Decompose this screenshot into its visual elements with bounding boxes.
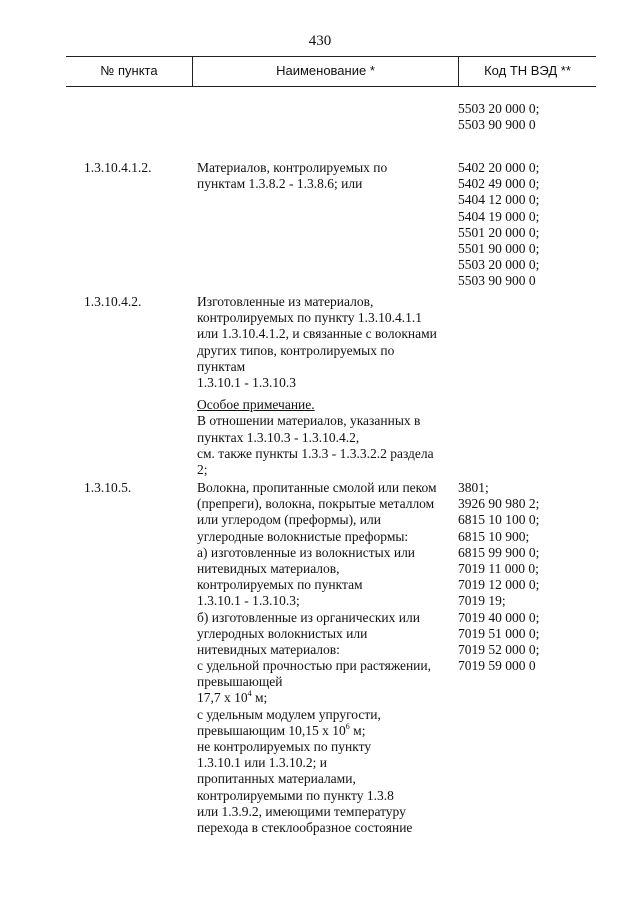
- code-line: 5501 20 000 0;: [458, 224, 540, 240]
- code-line: 7019 52 000 0;: [458, 641, 540, 657]
- special-note-title: Особое примечание.: [197, 397, 315, 413]
- code-line: 5404 19 000 0;: [458, 208, 540, 224]
- item-name: [197, 160, 459, 192]
- modulus-line: [197, 723, 459, 739]
- name-line: пунктам: [197, 358, 246, 374]
- name-line: Изготовленные из материалов,: [197, 294, 374, 309]
- code-line: 7019 59 000 0: [458, 658, 536, 674]
- header-code: Код ТН ВЭД **: [484, 63, 571, 78]
- name-line: перехода в стеклообразное состояние: [197, 819, 413, 835]
- code-line: 7019 19;: [458, 593, 506, 609]
- item-name: [197, 480, 459, 836]
- modulus-value: превышающим 10,15 x 10: [197, 722, 346, 738]
- name-line: (препреги), волокна, покрытые металлом: [197, 496, 435, 512]
- code-line: 7019 12 000 0;: [458, 577, 540, 593]
- code-line: 5503 90 900 0: [458, 117, 536, 133]
- header-top-rule: [66, 56, 596, 57]
- name-line: или углеродом (преформы), или: [197, 512, 381, 528]
- item-name: [197, 294, 459, 478]
- item-number: 1.3.10.4.1.2.: [84, 160, 152, 175]
- continued-codes: [458, 101, 588, 133]
- item-number: 1.3.10.4.2.: [84, 294, 142, 309]
- name-line: углеродные волокнистые преформы:: [197, 528, 409, 544]
- code-line: 7019 40 000 0;: [458, 609, 540, 625]
- name-line: Материалов, контролируемых по: [197, 160, 388, 175]
- name-line: 1.3.10.1 - 1.3.10.3: [197, 374, 296, 390]
- item-codes: [458, 480, 588, 674]
- item-codes: [458, 160, 588, 290]
- header-bottom-rule: [66, 86, 596, 87]
- strength-line: [197, 690, 459, 706]
- modulus-exponent: 6: [345, 721, 350, 731]
- name-line: с удельной прочностью при растяжении,: [197, 658, 432, 674]
- name-line: углеродных волокнистых или: [197, 625, 368, 641]
- code-line: 6815 99 900 0;: [458, 544, 540, 560]
- code-line: 7019 11 000 0;: [458, 560, 539, 576]
- code-line: 5402 20 000 0;: [458, 160, 540, 175]
- strength-unit: м;: [251, 690, 268, 706]
- page-number: 430: [308, 33, 332, 49]
- name-line: пунктам 1.3.8.2 - 1.3.8.6; или: [197, 176, 363, 192]
- code-line: 3926 90 980 2;: [458, 496, 540, 512]
- item-number: 1.3.10.5.: [84, 480, 132, 495]
- name-line: не контролируемых по пункту: [197, 739, 372, 754]
- name-line: контролируемых по пунктам: [197, 577, 363, 593]
- name-line: контролируемыми по пункту 1.3.8: [197, 787, 394, 803]
- name-line: или 1.3.9.2, имеющими температуру: [197, 803, 406, 819]
- code-line: 5402 49 000 0;: [458, 176, 540, 192]
- name-line: Волокна, пропитанные смолой или пеком: [197, 480, 437, 495]
- name-line: пропитанных материалами,: [197, 771, 356, 787]
- name-line: а) изготовленные из волокнистых или: [197, 544, 416, 560]
- name-line: нитевидных материалов:: [197, 641, 340, 657]
- note-line: см. также пункты 1.3.3 - 1.3.3.2.2 раздела: [197, 445, 434, 461]
- note-line: В отношении материалов, указанных в: [197, 413, 421, 429]
- code-line: 7019 51 000 0;: [458, 625, 540, 641]
- name-line: или 1.3.10.4.1.2, и связанные с волокнами: [197, 326, 437, 342]
- name-line: нитевидных материалов,: [197, 560, 340, 576]
- header-number: № пункта: [100, 63, 158, 78]
- name-line: б) изготовленные из органических или: [197, 609, 420, 625]
- name-line: с удельным модулем упругости,: [197, 706, 381, 722]
- note-line: пунктах 1.3.10.3 - 1.3.10.4.2,: [197, 429, 360, 445]
- code-line: 6815 10 100 0;: [458, 512, 540, 528]
- code-line: 5503 20 000 0;: [458, 101, 540, 116]
- name-line: 1.3.10.1 или 1.3.10.2; и: [197, 755, 328, 771]
- strength-value: 17,7 x 10: [197, 690, 248, 706]
- code-line: 3801;: [458, 480, 489, 495]
- modulus-unit: м;: [349, 722, 366, 738]
- header-name: Наименование *: [276, 63, 375, 78]
- code-line: 5404 12 000 0;: [458, 192, 540, 208]
- name-line: контролируемых по пункту 1.3.10.4.1.1: [197, 310, 422, 326]
- strength-exponent: 4: [247, 689, 252, 699]
- table-header: [0, 56, 640, 87]
- code-line: 5503 90 900 0: [458, 273, 536, 289]
- code-line: 5503 20 000 0;: [458, 257, 540, 273]
- name-line: других типов, контролируемых по: [197, 342, 395, 358]
- name-line: 1.3.10.1 - 1.3.10.3;: [197, 593, 300, 609]
- name-line: превышающей: [197, 674, 283, 690]
- code-line: 6815 10 900;: [458, 528, 530, 544]
- code-line: 5501 90 000 0;: [458, 240, 540, 256]
- note-line: 2;: [197, 461, 208, 477]
